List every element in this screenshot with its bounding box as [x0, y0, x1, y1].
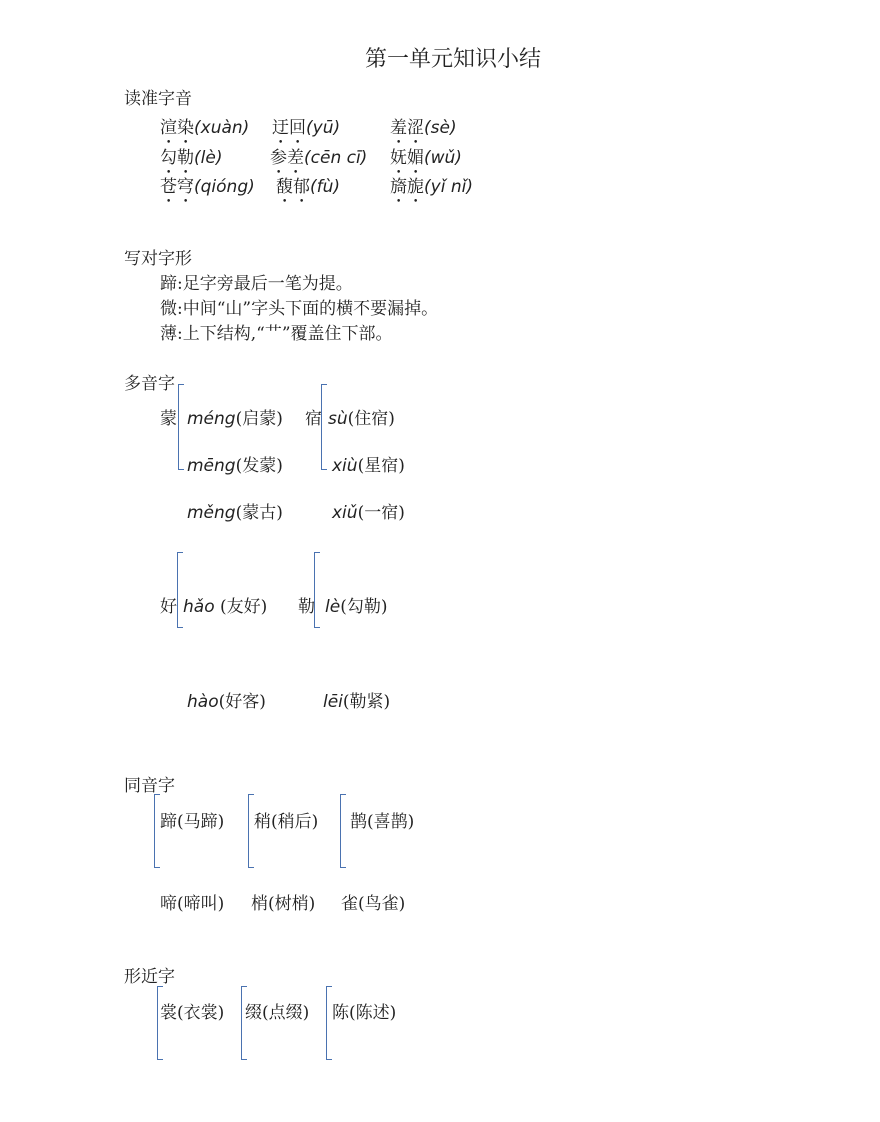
pronunciation-item: 渲染(xuàn) [160, 118, 250, 138]
glyph-note: 薄:上下结构,“艹”覆盖住下部。 [160, 324, 393, 344]
bracket [321, 384, 327, 470]
polyphone-reading: hǎo (友好) [183, 597, 268, 617]
polyphone-char: 宿 [305, 409, 322, 429]
page-title: 第一单元知识小结 [365, 47, 542, 72]
similar-form-item: 缀(点缀) [245, 1003, 310, 1023]
polyphone-reading: lēi(勒紧) [323, 692, 391, 712]
section-heading-glyph: 写对字形 [124, 249, 192, 269]
polyphone-char: 好 [160, 597, 177, 617]
bracket [178, 384, 184, 470]
pronunciation-item: 馥郁(fù) [276, 177, 341, 197]
polyphone-char: 勒 [298, 597, 315, 617]
section-heading-similar-form: 形近字 [124, 967, 175, 987]
polyphone-reading: méng(启蒙) [187, 409, 283, 429]
polyphone-reading: xiǔ(一宿) [332, 503, 405, 523]
homophone-item: 鹊(喜鹊) [350, 812, 415, 832]
polyphone-reading: mēng(发蒙) [187, 456, 283, 476]
glyph-note: 微:中间“山”字头下面的横不要漏掉。 [160, 299, 439, 319]
pronunciation-item: 妩媚(wǔ) [390, 148, 462, 168]
polyphone-reading: sù(住宿) [328, 409, 395, 429]
polyphone-reading: hào(好客) [187, 692, 266, 712]
polyphone-reading: lè(勾勒) [325, 597, 388, 617]
similar-form-item: 陈(陈述) [332, 1003, 397, 1023]
similar-form-item: 裳(衣裳) [160, 1003, 225, 1023]
pronunciation-item: 旖旎(yǐ nǐ) [390, 177, 473, 197]
bracket [314, 552, 320, 628]
section-heading-homophone: 同音字 [124, 776, 175, 796]
pronunciation-item: 苍穹(qióng) [160, 177, 255, 197]
homophone-item: 啼(啼叫) [160, 894, 225, 914]
polyphone-reading: xiù(星宿) [332, 456, 405, 476]
homophone-item: 雀(鸟雀) [341, 894, 406, 914]
pronunciation-item: 参差(cēn cī) [270, 148, 368, 168]
bracket [340, 794, 346, 868]
pronunciation-item: 羞涩(sè) [390, 118, 457, 138]
polyphone-char: 蒙 [160, 409, 177, 429]
pronunciation-item: 迂回(yū) [272, 118, 341, 138]
section-heading-pronunciation: 读准字音 [124, 89, 192, 109]
pronunciation-item: 勾勒(lè) [160, 148, 223, 168]
section-heading-polyphone: 多音字 [124, 374, 175, 394]
homophone-item: 稍(稍后) [254, 812, 319, 832]
glyph-note: 蹄:足字旁最后一笔为提。 [160, 274, 353, 294]
homophone-item: 梢(树梢) [251, 894, 316, 914]
homophone-item: 蹄(马蹄) [160, 812, 225, 832]
polyphone-reading: měng(蒙古) [187, 503, 283, 523]
